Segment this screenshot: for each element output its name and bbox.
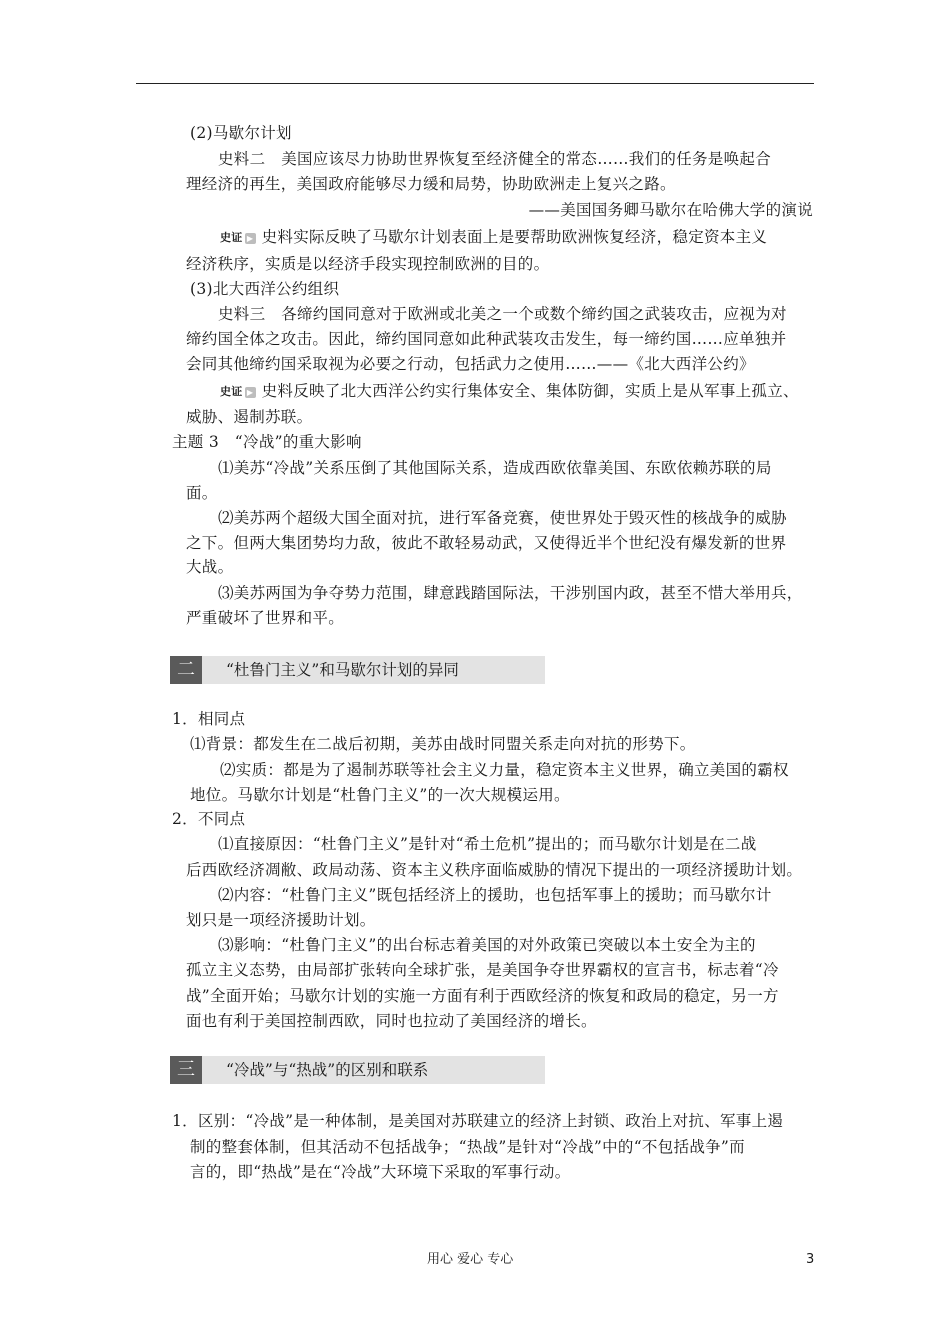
topic-heading: 主题 3 “冷战”的重大影响 (172, 433, 362, 451)
paragraph-line: 后西欧经济凋敝、政局动荡、资本主义秩序面临威胁的情况下提出的一项经济援助计划。 (186, 861, 803, 879)
section-number: 二 (170, 656, 202, 684)
evidence-badge: 史证 ▶ (220, 382, 256, 402)
paragraph-line: 严重破坏了世界和平。 (186, 609, 345, 627)
source-attribution: ——美国国务卿马歇尔在哈佛大学的演说 (528, 201, 813, 219)
paragraph-line: 理经济的再生，美国政府能够尽力缓和局势，协助欧洲走上复兴之路。 (186, 175, 676, 193)
paragraph-line: 史料二 美国应该尽力协助世界恢复至经济健全的常态……我们的任务是唤起合 (218, 150, 772, 168)
paragraph-line: 地位。马歇尔计划是“杜鲁门主义”的一次大规模运用。 (190, 786, 570, 804)
paragraph-line: 之下。但两大集团势均力敌，彼此不敢轻易动武，又使得近半个世纪没有爆发新的世界 (186, 534, 787, 552)
section-number: 三 (170, 1056, 202, 1084)
evidence-line: 史证 ▶ 史料反映了北大西洋公约实行集体安全、集体防御，实质上是从军事上孤立、 (220, 382, 799, 400)
section-header-2 (170, 656, 545, 684)
section-header-3 (170, 1056, 545, 1084)
paragraph-line: ⑵内容：“杜鲁门主义”既包括经济上的援助，也包括军事上的援助；而马歇尔计 (218, 886, 772, 904)
paragraph-line: 1．区别：“冷战”是一种体制，是美国对苏联建立的经济上封锁、政治上对抗、军事上遏 (172, 1112, 784, 1130)
section-title: “冷战”与“热战”的区别和联系 (226, 1061, 429, 1079)
paragraph-line: 面也有利于美国控制西欧，同时也拉动了美国经济的增长。 (186, 1012, 597, 1030)
paragraph-line: ⑴直接原因：“杜鲁门主义”是针对“希土危机”提出的；而马歇尔计划是在二战 (218, 835, 757, 853)
header-rule (136, 83, 814, 84)
paragraph-line: ⑵美苏两个超级大国全面对抗，进行军备竞赛，使世界处于毁灭性的核战争的威胁 (218, 509, 787, 527)
list-heading: 1．相同点 (172, 710, 246, 728)
page-number: 3 (806, 1252, 815, 1267)
subheading-marshall-plan: (2)马歇尔计划 (190, 124, 292, 142)
section-title: “杜鲁门主义”和马歇尔计划的异同 (226, 661, 459, 679)
paragraph-line: 孤立主义态势，由局部扩张转向全球扩张，是美国争夺世界霸权的宣言书，标志着“冷 (186, 961, 779, 979)
paragraph-line: 面。 (186, 484, 218, 502)
paragraph-line: 缔约国全体之攻击。因此，缔约国同意如此种武装攻击发生，每一缔约国……应单独并 (186, 330, 787, 348)
paragraph-line: 划只是一项经济援助计划。 (186, 911, 376, 929)
evidence-badge: 史证 ▶ (220, 228, 256, 248)
paragraph-line: 史料三 各缔约国同意对于欧洲或北美之一个或数个缔约国之武装攻击，应视为对 (218, 305, 787, 323)
list-heading: 2．不同点 (172, 810, 246, 828)
paragraph-line: 威胁、遏制苏联。 (186, 408, 313, 426)
paragraph-line: 言的，即“热战”是在“冷战”大环境下采取的军事行动。 (190, 1163, 571, 1181)
paragraph-line: ⑵实质：都是为了遏制苏联等社会主义力量，稳定资本主义世界，确立美国的霸权 (220, 761, 789, 779)
paragraph-line: ⑴背景：都发生在二战后初期，美苏由战时同盟关系走向对抗的形势下。 (190, 735, 696, 753)
paragraph-line: ⑶美苏两国为争夺势力范围，肆意践踏国际法，干涉别国内政，甚至不惜大举用兵， (218, 584, 803, 602)
paragraph-line: 经济秩序，实质是以经济手段实现控制欧洲的目的。 (186, 255, 550, 273)
paragraph-line: 制的整套体制，但其活动不包括战争；“热战”是针对“冷战”中的“不包括战争”而 (190, 1138, 745, 1156)
paragraph-line: ⑴美苏“冷战”关系压倒了其他国际关系，造成西欧依靠美国、东欧依赖苏联的局 (218, 459, 772, 477)
paragraph-line: ⑶影响：“杜鲁门主义”的出台标志着美国的对外政策已突破以本土安全为主的 (218, 936, 756, 954)
arrow-icon: ▶ (245, 233, 256, 244)
subheading-nato: (3)北大西洋公约组织 (190, 280, 340, 298)
paragraph-line: 战”全面开始；马歇尔计划的实施一方面有利于西欧经济的恢复和政局的稳定，另一方 (186, 987, 779, 1005)
evidence-line: 史证 ▶ 史料实际反映了马歇尔计划表面上是要帮助欧洲恢复经济，稳定资本主义 (220, 228, 768, 246)
paragraph-line: 大战。 (186, 558, 234, 576)
paragraph-line: 会同其他缔约国采取视为必要之行动，包括武力之使用……——《北大西洋公约》 (186, 355, 755, 373)
arrow-icon: ▶ (245, 387, 256, 398)
footer-text: 用心 爱心 专心 (427, 1252, 514, 1267)
